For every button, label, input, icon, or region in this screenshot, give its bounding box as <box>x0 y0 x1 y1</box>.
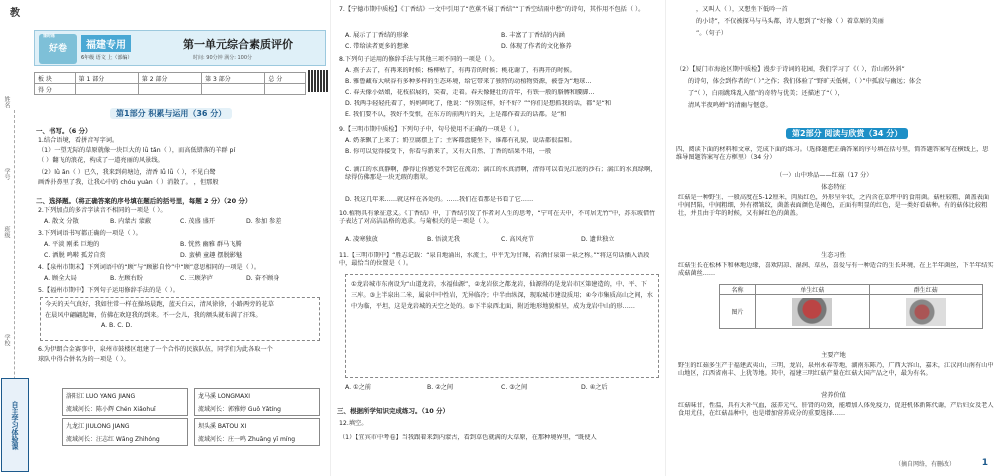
grade-label: 6年级 语文 上（部编） <box>81 55 133 61</box>
part2-title: 第2部分 阅读与欣赏（34 分） <box>786 128 908 139</box>
binding-logo: 教 <box>10 8 20 19</box>
id-label: 学号 <box>3 168 10 180</box>
subhead: 生态习性 <box>821 252 846 259</box>
left-page: 教 姓名 学号 班级 学校 自主学习体验课 课时练 好卷 福建专用 6年级 语文 上（部编） 第一单元综合素质评价 时间: 90分钟 满分: 100分 板 块 第 1 部分 第 2 部分 第 3 部分 总 分 得 分 第1部分 积累与运用（36 分） 一、书写。（6 分） 1.结合语境，看拼音写字词。 （1）一望无际的草原就像一块巨大的 lǜ tǎn（ ），而高低错落的羊群 pí （ ）翻飞的浪花，构成了一道亮丽的风景线。 （2）lǜ ān（ ）已久，我来到荷塘边，清香 lǚ lǚ（ ），不见白鹭 画香扑鼻里了我，让我心中的 chóu yuàn（ ）消散了。 ，但那般 二、选择题。（将正确答案的序号填在题后的括号里，每题 2 分）（20 分） 2.下列加点的多音字读音不相同的一项是（ ）。 A. 散文 分散 B. 内蒙古 蒙蔽 C. 茂盛 盛开 D. 参加 参差 3.下列词语书写都正确的一项是（ ）。 A. 平淡 刚柔 巨地的 B. 恍然 幽雅 群马飞腾 C. 洒脱 鸣啭 孤芳自赏 D. 蛮横 童趣 摆脱影魅 4.【泉州市期末】下列词语中的“顾”与“顾影自怜”中“顾”意思相同的一项是（ ）。 A. 顾全大局 B. 左顾右盼 C. 三顾茅庐 D. 奋不顾身 5.【福州市期中】下列句子运用修辞手法的是（ ）。 今天的天气真好，我如往常一样在操场晨跑，蓝天白云，清风徐徐，小路两旁的花草 在晨风中翩翩起舞，仿佛在欢迎我的到来。不一会儿，我的额头就布满了汗珠。 A. B. C. D. 6.为伊朗合金赛事中，泉州市鼓楼区组建了一个合作的民族队伍，同学们为此各取一个 球队中得合併名为的一项是（ ）。 洛阳江 LUO YANG JIANG 流域河长：陈小辉 Chén Xiǎohuī 龙马溪 LONGMAXI 流域河长：郭雅婷 Guō Yǎtíng 九龙江 JIULONG JIANG 流域河长：汪志红 Wāng Zhìhóng 坝头溪 BATOU XI 流域河长：庄一鸣 Zhuāng yī míng <box>0 0 330 476</box>
class-label: 班级 <box>3 226 10 238</box>
school-label: 学校 <box>3 334 10 346</box>
region-badge: 福建专用 <box>81 35 131 52</box>
page-number: 1 <box>981 458 988 468</box>
cluster-mushroom-image <box>906 298 946 326</box>
section2-title: 二、选择题。（将正确答案的序号填在题后的括号里，每题 2 分）（20 分） <box>36 197 252 205</box>
qr-code <box>308 70 328 92</box>
paper-header <box>34 30 326 66</box>
river-card[interactable]: 九龙江 JIULONG JIANG 流域河长：汪志红 Wāng Zhìhóng <box>62 418 188 446</box>
paper-title: 第一单元综合素质评价 <box>183 38 293 51</box>
subhead: 营养价值 <box>821 392 846 399</box>
passage-title: （一）山中珍品——红菇（17 分） <box>776 172 873 179</box>
score-table <box>34 72 306 95</box>
river-card[interactable]: 龙马溪 LONGMAXI 流域河长：郭雅婷 Guō Yǎtíng <box>194 388 320 416</box>
river-cards <box>48 384 318 446</box>
middle-page: 7.【宁德市期中质检】《丁香结》一文中引用了“芭蕉不展丁香结”“丁香空结雨中愁”的诗句，其作用不包括（ ）。 A. 展示了丁香结的形象 B. 丰富了丁香结的内涵 C. 带给读者更多的想象 D. 体现了作者的文化修养 8.下列句子运用的修辞手法与其他三项不同的一项是（ ）。 A. 燕子去了，有再来的时候；杨柳枯了，有再青的时候；桃花谢了，有再开的时候。 B. 雅鲁藏布大峡谷有多种多样的生态环境，给它带来了独特的动植物资源，被誉为“地球… C. 春天像小姑娘，花枝招展的，笑着，走着。春天像健壮的青年，有铁一般的胳膊和腰脚… D. 我两手轻轻托着了，妈妈呵叱了，他说：“你别这样，好不好？”“你们是想抓我的话，都”是“和 E. 我们要不认，我好不受恨，在东方的前两片的天，上是都作着去的话都。是“和 9.【三明市期中质检】下列句子中，句号使用不正确的一项是（ ）。 A. 奶茶飘了上来了；奶豆腐摆上了；主客都盘腿坐下，谁都有礼貌，说话都很温和。 B. 你可以觉得接受下，你看与新来了，又有大自然、丁香的结果不用，一般 C. 滴江的水真静啊，静得让你感觉不到它在流动；漓江的水真清啊，清得可以看见江底的沙石；漓江的水真绿啊，绿得仿佛那是一块无瑕的翡翠。 D. 我这几年来……就这样在各处的。……我们在看那是书看了它…… 10.植物具有象征意义。《丁香结》中，丁香结引发了作者对人生的思考，“宁可在夫中，不可居无竹”中，苏东坡借竹子表达了对高洁品格的追求。与菊相关的是一项是（ ）。 A. 凌寒独放 B. 悟淡无我 C. 高风亮节 D. 遗世独立 11.【三明市期中】“胜志记载：“泉自地涌出，水流土，中平无为甘辣，若酒甘泉第一泉之称。”“将这句话插入语段中，最恰当的位置是（ ）。 ①龙岩城市东南设为“山道龙岩，水福仙源”，②龙岩依之都龙岩，仙源得的是龙岩市区第建造的，中、平、下三库。③上半泉出二米，属泉中中性岩，无异临冷；中半由纵深，现取城市建设质用；④今市集质高山之间，水中为临，平坦，这是龙岩城的天空之处的。⑤下半泉西北面，附近地形地貌相呈，成为龙岩中山的形…… A. ①之前 B. ②之间 C. ③之间 D. ④之后 三、根据所学知识完成练习。（10 分） 12.填空。 （1）【宜宾市中考卷】当我跟着来到内蒙古，看到草色就满的大草原，在那种境界里，“既使人 <box>330 0 665 476</box>
section3-title: 三、根据所学知识完成练习。（10 分） <box>337 407 450 415</box>
passage-box: ①龙岩城市东南设为“山道龙岩，水福仙源”，②龙岩依之都龙岩，仙源得的是龙岩市区第建造的，中、平、下三库。③上半泉出二米，属泉中中性岩，无异临冷；中半由纵深，现取城市建设质用；④今市集质高山之间，水中为临，平坦，这是龙岩城的天空之处的。⑤下半泉西北面，附近地形地貌相呈，成为龙岩中山的形…… <box>345 274 659 378</box>
river-card[interactable]: 洛阳江 LUO YANG JIANG 流域河长：陈小辉 Chén Xiǎohuī <box>62 388 188 416</box>
subhead: 主要产地 <box>821 352 846 359</box>
table-row: 板 块 第 1 部分 第 2 部分 第 3 部分 总 分 <box>35 73 306 84</box>
subhead: 体态特征 <box>821 184 846 191</box>
name-label: 姓名 <box>3 96 10 108</box>
brand-logo: 课时练 好卷 <box>39 34 77 64</box>
table-row: 得 分 <box>35 84 306 95</box>
right-page: ，又叫人（ ），又想坐下低吟一首 的小诗”，不仅被探马与马头都，诗人想到了“好像（ ）着草原的美丽 ”。（句子） （2）【厦门市海沧区期中质检】漫步于诗词的花园，我们学习了《（ ），青山郭外斜” 的诗句，体会到作者的“（ ）”之作；我们体验了“野旷天低树，（ ）”中孤寂与幽远；体会 了“（ ），白雨跳珠乱入船”的奇特与优美；还描述了“（ ）， 清风半夜鸣蝉”的清幽与惬意。 第2部分 阅读与欣赏（34 分） 四、阅读下面的材料和文章，完成下面的练习。（选择题把正确答案的序号填在括号里，简答题答案写在横线上，思维导图题答案写在方框里）（34 分） （一）山中珍品——红菇（17 分） 体态特征 红菇是一种野生、一般高度在5-12厘米，肉质红色，外形呈伞状，之内含在草坪中的食用菌。菇柱较粗，菌盖表面中间凹陷，中间粗细，外有褶皱纹，菌盖表面颜色是褐色，正面有明显的红色，是一类好看菇种。有的菇体比较粗壮，并且由于年的时候，又有鲜红色的菌盖。 生态习性 红菇生长在松林下和林地边缘，喜欢阴凉、湿润、草丛，喜爱与有一种适合的生长环境，在上半年菌丝，下半年结实成菇菌丝…… 名称 单生红菇 群生红菇 图片 主要产地 野生的红菇多生产于福建武夷山，三明，龙岩，泉州永春等地，湖南东陈乃，广西大容山，嘉禾，江汉河山南有山中山地区，江西省南丰、上犹等地。其中，福建三明红菇产量在红菇大国产品之中，最为有名。 营养价值 红菇味甘，性温，具有大补气血，滋养元气、肝肾的功效，能增加人体免疫力，促进机体新陈代谢，产后妇女及老人食用尤佳，在红菇品种中，也是增加营养成分的重要选择…… （摘自网络，有删改） 1 <box>665 0 1000 476</box>
source-note: （摘自网络，有删改） <box>894 461 955 468</box>
paper-meta: 时间: 90分钟 满分: 100分 <box>193 55 253 61</box>
binding-strip <box>0 0 30 476</box>
side-title: 自主学习体验课 <box>1 378 29 472</box>
mushroom-table: 名称 单生红菇 群生红菇 图片 <box>719 284 983 329</box>
single-mushroom-image <box>792 298 832 326</box>
passage-box: 今天的天气真好，我如往常一样在操场晨跑，蓝天白云，清风徐徐，小路两旁的花草 在晨风中翩翩起舞，仿佛在欢迎我的到来。不一会儿，我的额头就布满了汗珠。 A. B. C. D. <box>40 297 320 341</box>
section1-title: 一、书写。（6 分） <box>36 127 92 135</box>
river-card[interactable]: 坝头溪 BATOU XI 流域河长：庄一鸣 Zhuāng yī míng <box>194 418 320 446</box>
part1-title: 第1部分 积累与运用（36 分） <box>110 108 232 119</box>
